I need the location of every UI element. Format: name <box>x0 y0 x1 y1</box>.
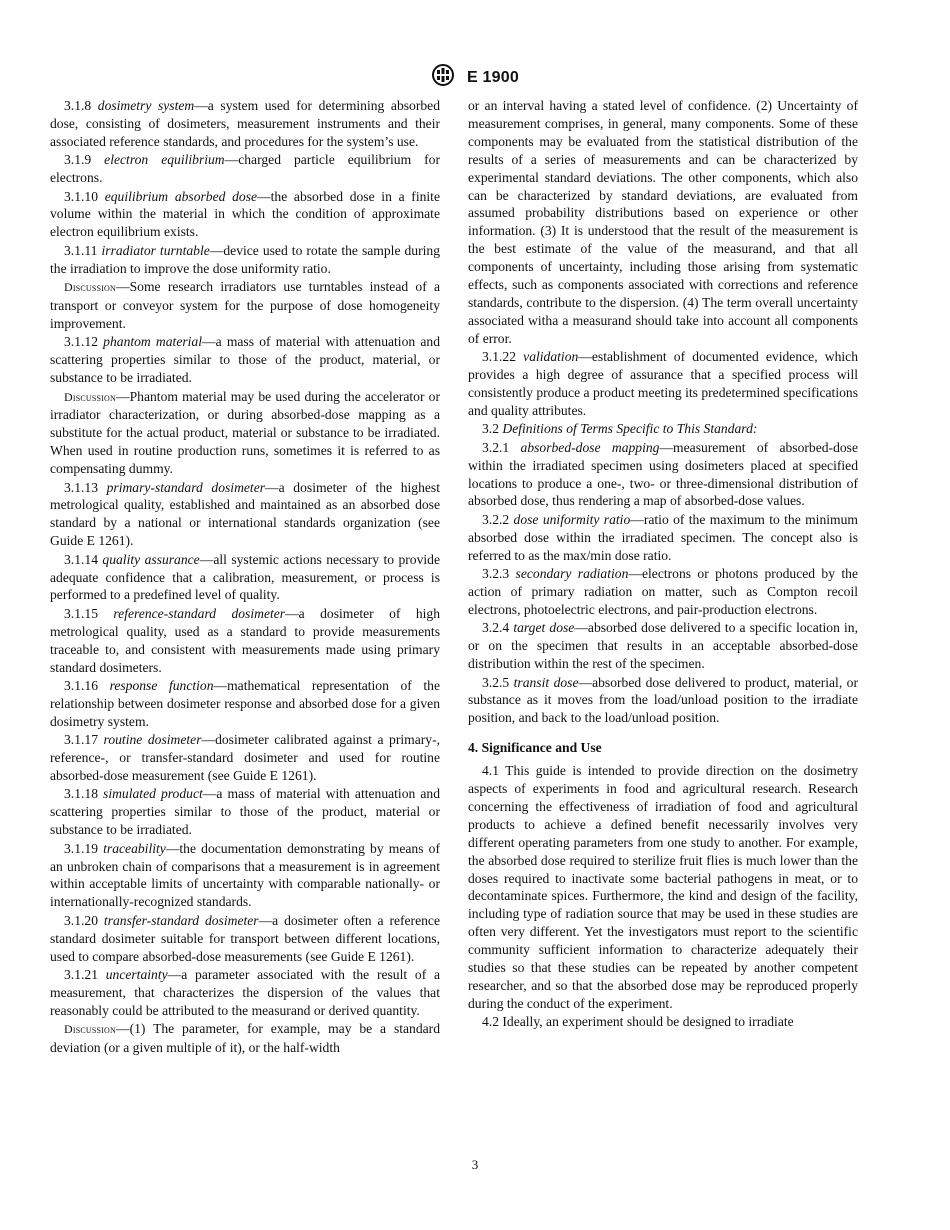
definition-paragraph: 3.1.13 primary-standard dosimeter—a dosimeter of the highest metrological quality, established and maintained as an absorbed dose standard by a national or international standards organization (see Guide E 1261). <box>50 479 440 549</box>
definition-paragraph: 3.1.16 response function—mathematical representation of the relationship between dosimeter response and absorbed dose for a given dosimetry system. <box>50 678 440 729</box>
definition-paragraph: 3.1.17 routine dosimeter—dosimeter calibrated against a primary-, reference-, or transfer-standard dosimeter and used for routine absorbed-dose measurement (see Guide E 1261). <box>50 732 440 784</box>
page-number: 3 <box>471 1157 479 1172</box>
definition-paragraph: 3.1.10 equilibrium absorbed dose—the absorbed dose in a finite volume within the material in which the condition of approximate electron equilibrium exists. <box>50 188 440 240</box>
definition-paragraph: 3.2.4 target dose—absorbed dose delivered to a specific location in, or on the specimen that results in an acceptable absorbed-dose distribution within the rest of the specimen. <box>468 620 858 672</box>
definition-paragraph: 3.2.1 absorbed-dose mapping—measurement of absorbed-dose within the irradiated specimen using dosimeters placed at specified locations to produce a one-, two- or three-dimensional distribution of absorbed dose, thus rendering a map of absorbed-dose values. <box>468 439 858 509</box>
section-heading: 4. Significance and Use <box>468 740 602 756</box>
body-paragraph: 4.2 Ideally, an experiment should be designed to irradiate <box>482 1014 794 1030</box>
definition-paragraph: 3.1.21 uncertainty—a parameter associated with the result of a measurement, that characterizes the dispersion of the values that reasonably could be attributed to the measurand or derived quantity. <box>50 967 440 1018</box>
body-paragraph: 4.1 This guide is intended to provide direction on the dosimetry aspects of experiments in food and agricultural research. Research concerning the effectiveness of irradiation of food and agricultural products to achieve a defined benefit necessarily involves very different operating parameters from one study to another. For example, the absorbed dose required to sterilize fruit flies is much lower than the doses required to inactivate some bacterial pathogens in meat, or to decontaminate spices. Furthermore, the kind and design of the facility, including type of radiation source that may be used in these studies are often very different. Yet the investigators must report to the scientific community sufficient information to characterize adequately their studies so that these studies can be repeated by another competent researcher, and so that the absorbed dose may be reproduced properly during the conduct of the experiment. <box>468 763 858 1011</box>
definition-paragraph: 3.1.8 dosimetry system—a system used for determining absorbed dose, consisting of dosimeters, measurement instruments and their associated reference standards, and procedures for the system’s use. <box>50 98 440 149</box>
astm-logo-icon <box>431 64 455 91</box>
definition-paragraph: 3.1.12 phantom material—a mass of material with attenuation and scattering properties similar to those of the product, material, or substance to be irradiated. <box>50 334 440 386</box>
left-column <box>50 97 440 1058</box>
discussion-paragraph: Discussion—Some research irradiators use turntables instead of a transport or conveyor system for the purpose of dose homogeneity improvement. <box>50 279 440 331</box>
page-header <box>0 64 950 91</box>
discussion-paragraph: Discussion—(1) The parameter, for example, may be a standard deviation (or a given multiple of it), or the half-width <box>50 1021 440 1056</box>
discussion-paragraph: Discussion—Phantom material may be used during the accelerator or irradiator characterization, or during absorbed-dose mapping as a substitute for the actual product, material or substance to be irradiated. When used in routine production runs, sometimes it is referred to as compensating dummy. <box>50 388 440 477</box>
definition-paragraph: 3.2.3 secondary radiation—electrons or photons produced by the action of primary radiation on matter, such as Compton recoil electrons, photoelectric electrons, and pair-production electrons. <box>468 566 858 617</box>
definition-paragraph: 3.1.14 quality assurance—all systemic actions necessary to provide adequate confidence that a calibration, measurement, or process is performed to a predefined level of quality. <box>50 551 441 603</box>
definition-paragraph: 3.1.11 irradiator turntable—device used to rotate the sample during the irradiation to improve the dose uniformity ratio. <box>50 242 440 276</box>
right-column <box>468 97 858 1032</box>
definition-paragraph: 3.1.22 validation—establishment of documented evidence, which provides a high degree of assurance that a specified process will consistently produce a product meeting its predetermined specifications and quality attributes. <box>468 349 858 418</box>
definition-paragraph: 3.1.18 simulated product—a mass of material with attenuation and scattering properties similar to those of the product, material or substance to be irradiated. <box>50 786 440 838</box>
definition-paragraph: 3.1.15 reference-standard dosimeter—a dosimeter of high metrological quality, used as a standard to provide measurements traceable to, and consistent with measurements made using primary standard dosimeters. <box>50 605 440 675</box>
definition-paragraph: 3.2.5 transit dose—absorbed dose delivered to product, material, or substance as it moves from the load/unload position to the irradiate position, and back to the load/unload position. <box>468 674 858 726</box>
discussion-continuation: or an interval having a stated level of confidence. (2) Uncertainty of measurement comprises, in general, many components. Some of these components may be evaluated from the statistical distribution of the results of a series of measurements and can be characterized by experimental standard deviations. The other components, which also can be characterized by standard deviations, are evaluated from assumed probability distributions based on experience or other information. (3) It is understood that the result of the measurement is the best estimate of the value of the measurand, and that all components of uncertainty, including those arising from systematic effects, such as components associated with corrections and reference standards, contribute to the dispersion. (4) The term overall uncertainty associated witha a measurand should take into account all components of error. <box>468 98 858 346</box>
standard-designation: E 1900 <box>467 68 519 86</box>
definition-paragraph: 3.1.19 traceability—the documentation demonstrating by means of an unbroken chain of comparisons that a measurement is in agreement within acceptable limits of uncertainty with comparable nationally- or internationally-recognized standards. <box>50 840 440 910</box>
definition-paragraph: 3.2.2 dose uniformity ratio—ratio of the maximum to the minimum absorbed dose within the irradiated specimen. The concept also is referred to as the max/min dose ratio. <box>468 511 858 563</box>
definition-paragraph: 3.1.9 electron equilibrium—charged particle equilibrium for electrons. <box>50 152 440 186</box>
definition-paragraph: 3.1.20 transfer-standard dosimeter—a dosimeter often a reference standard dosimeter suitable for transport between different locations, used to compare absorbed-dose measurements (see Guide E 1261). <box>50 912 440 964</box>
subsection-heading: 3.2 Definitions of Terms Specific to This Standard: <box>482 421 758 437</box>
